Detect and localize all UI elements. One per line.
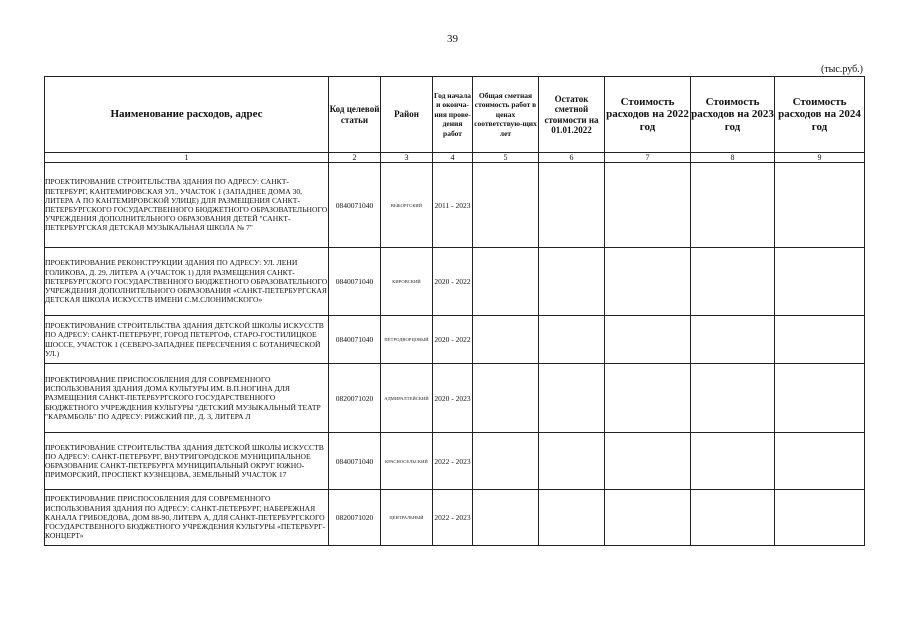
table-row <box>45 433 865 490</box>
row-code: 0840071040 <box>329 163 381 248</box>
row-name: ПРОЕКТИРОВАНИЕ ПРИСПОСОБЛЕНИЯ ДЛЯ СОВРЕМЕННОГО ИСПОЛЬЗОВАНИЯ ЗДАНИЯ ДОМА КУЛЬТУРЫ ИМ. В.П.НОГИНА ДЛЯ РАЗМЕЩЕНИЯ САНКТ-ПЕТЕРБУРГСКОГО ГОСУДАРСТВЕННОГО БЮДЖЕТНОГО УЧРЕЖДЕНИЯ КУЛЬТУРЫ "ДЕТСКИЙ МУЗЫКАЛЬНЫЙ ТЕАТР "КАРАМБОЛЬ" ПО АДРЕСУ: РИЖСКИЙ ПР., Д. 3, ЛИТЕРА Л <box>45 364 329 433</box>
row-remaining <box>539 364 605 433</box>
column-number: 5 <box>473 153 539 163</box>
row-district: КИРОВСКИЙ <box>381 248 433 316</box>
row-total-cost <box>473 364 539 433</box>
row-years: 2022 - 2023 <box>433 433 473 490</box>
row-years: 2020 - 2023 <box>433 364 473 433</box>
row-name: ПРОЕКТИРОВАНИЕ ПРИСПОСОБЛЕНИЯ ДЛЯ СОВРЕМЕННОГО ИСПОЛЬЗОВАНИЯ ЗДАНИЯ ПО АДРЕСУ: САНКТ-ПЕТЕРБУРГ, НАБЕРЕЖНАЯ КАНАЛА ГРИБОЕДОВА, ДОМ 88-90, ЛИТЕРА А, ДЛЯ САНКТ-ПЕТЕРБУРГСКОГО ГОСУДАРСТВЕННОГО БЮДЖЕТНОГО УЧРЕЖДЕНИЯ КУЛЬТУРЫ «ПЕТЕРБУРГ-КОНЦЕРТ» <box>45 490 329 546</box>
row-district: ЦЕНТРАЛЬНЫЙ <box>381 490 433 546</box>
row-cost-2022 <box>605 248 691 316</box>
row-cost-2023 <box>691 364 775 433</box>
column-number: 7 <box>605 153 691 163</box>
header-district: Район <box>381 77 433 153</box>
column-number: 1 <box>45 153 329 163</box>
column-number: 8 <box>691 153 775 163</box>
row-cost-2022 <box>605 163 691 248</box>
header-row <box>45 77 865 153</box>
row-cost-2024 <box>775 316 865 364</box>
page-number: 39 <box>447 33 458 45</box>
row-cost-2023 <box>691 490 775 546</box>
row-years: 2022 - 2023 <box>433 490 473 546</box>
row-district: КРАСНОСЕЛЬСКИЙ <box>381 433 433 490</box>
column-number: 6 <box>539 153 605 163</box>
row-cost-2024 <box>775 433 865 490</box>
table-row <box>45 163 865 248</box>
row-remaining <box>539 316 605 364</box>
row-total-cost <box>473 433 539 490</box>
column-number: 9 <box>775 153 865 163</box>
row-total-cost <box>473 248 539 316</box>
row-code: 0820071020 <box>329 490 381 546</box>
row-cost-2022 <box>605 490 691 546</box>
row-remaining <box>539 163 605 248</box>
row-name: ПРОЕКТИРОВАНИЕ РЕКОНСТРУКЦИИ ЗДАНИЯ ПО АДРЕСУ: УЛ. ЛЕНИ ГОЛИКОВА, Д. 29, ЛИТЕРА А (УЧАСТОК 1) ДЛЯ РАЗМЕЩЕНИЯ САНКТ-ПЕТЕРБУРГСКОГО ГОСУДАРСТВЕННОГО БЮДЖЕТНОГО ОБРАЗОВАТЕЛЬНОГО УЧРЕЖДЕНИЯ ДОПОЛНИТЕЛЬНОГО ОБРАЗОВАНИЯ «САНКТ-ПЕТЕРБУРГСКАЯ ДЕТСКАЯ ШКОЛА ИСКУССТВ ИМЕНИ С.М.СЛОНИМСКОГО» <box>45 248 329 316</box>
header-cost-2023: Стоимость расходов на 2023 год <box>691 77 775 153</box>
row-years: 2011 - 2023 <box>433 163 473 248</box>
row-remaining <box>539 490 605 546</box>
header-total-cost: Общая сметная стоимость работ в ценах соответствую-щих лет <box>473 77 539 153</box>
row-cost-2023 <box>691 163 775 248</box>
row-cost-2022 <box>605 364 691 433</box>
table-row <box>45 248 865 316</box>
row-total-cost <box>473 316 539 364</box>
header-cost-2024: Стоимость расходов на 2024 год <box>775 77 865 153</box>
column-number: 2 <box>329 153 381 163</box>
row-name: ПРОЕКТИРОВАНИЕ СТРОИТЕЛЬСТВА ЗДАНИЯ ПО АДРЕСУ: САНКТ-ПЕТЕРБУРГ, КАНТЕМИРОВСКАЯ УЛ., УЧАСТОК 1 (ЗАПАДНЕЕ ДОМА 30, ЛИТЕРА А ПО КАНТЕМИРОВСКОЙ УЛИЦЕ) ДЛЯ РАЗМЕЩЕНИЯ САНКТ-ПЕТЕРБУРГСКОГО ГОСУДАРСТВЕННОГО БЮДЖЕТНОГО ОБРАЗОВАТЕЛЬНОГО УЧРЕЖДЕНИЯ ДОПОЛНИТЕЛЬНОГО ОБРАЗОВАНИЯ ДЕТЕЙ "САНКТ-ПЕТЕРБУРГСКАЯ ДЕТСКАЯ МУЗЫКАЛЬНАЯ ШКОЛА № 7" <box>45 163 329 248</box>
row-cost-2023 <box>691 433 775 490</box>
table-row <box>45 490 865 546</box>
table-row <box>45 364 865 433</box>
header-remaining: Остаток сметной стоимости на 01.01.2022 <box>539 77 605 153</box>
row-years: 2020 - 2022 <box>433 316 473 364</box>
row-total-cost <box>473 163 539 248</box>
row-remaining <box>539 433 605 490</box>
header-cost-2022: Стоимость расходов на 2022 год <box>605 77 691 153</box>
header-years: Год начала и оконча-ния прове-дения работ <box>433 77 473 153</box>
column-number: 4 <box>433 153 473 163</box>
column-number: 3 <box>381 153 433 163</box>
table-row <box>45 316 865 364</box>
row-cost-2023 <box>691 248 775 316</box>
row-name: ПРОЕКТИРОВАНИЕ СТРОИТЕЛЬСТВА ЗДАНИЯ ДЕТСКОЙ ШКОЛЫ ИСКУССТВ ПО АДРЕСУ: САНКТ-ПЕТЕРБУРГ, ГОРОД ПЕТЕРГОФ, СТАРО-ГОСТИЛИЦКОЕ ШОССЕ, УЧАСТОК 1 (СЕВЕРО-ЗАПАДНЕЕ ПЕРЕСЕЧЕНИЯ С БОТАНИЧЕСКОЙ УЛ.) <box>45 316 329 364</box>
row-cost-2022 <box>605 316 691 364</box>
row-district: ПЕТРОДВОРЦОВЫЙ <box>381 316 433 364</box>
row-code: 0820071020 <box>329 364 381 433</box>
units-label: (тыс.руб.) <box>820 64 863 75</box>
row-cost-2024 <box>775 364 865 433</box>
header-name: Наименование расходов, адрес <box>45 77 329 153</box>
row-cost-2024 <box>775 490 865 546</box>
column-number-row <box>45 153 865 163</box>
row-code: 0840071040 <box>329 248 381 316</box>
expenses-table <box>44 76 865 546</box>
row-district: ВЫБОРГСКИЙ <box>381 163 433 248</box>
row-cost-2022 <box>605 433 691 490</box>
row-remaining <box>539 248 605 316</box>
row-cost-2024 <box>775 163 865 248</box>
row-code: 0840071040 <box>329 433 381 490</box>
row-cost-2024 <box>775 248 865 316</box>
header-code: Код целевой статьи <box>329 77 381 153</box>
row-years: 2020 - 2022 <box>433 248 473 316</box>
row-cost-2023 <box>691 316 775 364</box>
row-district: АДМИРАЛТЕЙСКИЙ <box>381 364 433 433</box>
row-name: ПРОЕКТИРОВАНИЕ СТРОИТЕЛЬСТВА ЗДАНИЯ ДЕТСКОЙ ШКОЛЫ ИСКУССТВ ПО АДРЕСУ: САНКТ-ПЕТЕРБУРГ, ВНУТРИГОРОДСКОЕ МУНИЦИПАЛЬНОЕ ОБРАЗОВАНИЕ САНКТ-ПЕТЕРБУРГА МУНИЦИПАЛЬНЫЙ ОКРУГ ЮЖНО-ПРИМОРСКИЙ, ПРОСПЕКТ КУЗНЕЦОВА, ЗЕМЕЛЬНЫЙ УЧАСТОК 17 <box>45 433 329 490</box>
row-total-cost <box>473 490 539 546</box>
row-code: 0840071040 <box>329 316 381 364</box>
